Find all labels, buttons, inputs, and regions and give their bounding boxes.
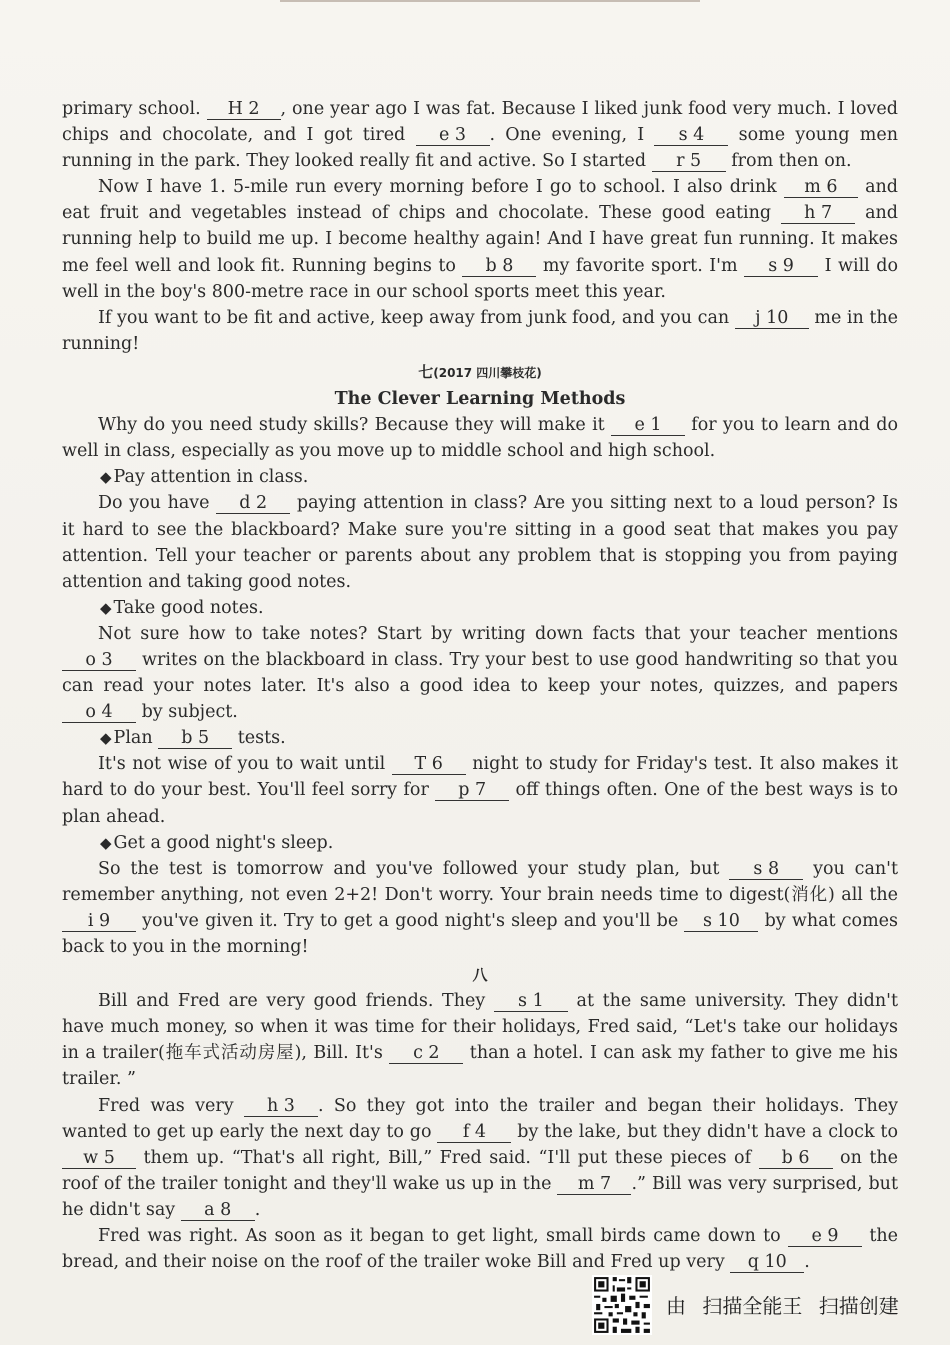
blank-s8-2: c 2	[389, 1043, 463, 1064]
blank-8: b 8	[462, 256, 536, 277]
section-seven-heading: 七(2017 四川攀枝花)	[418, 362, 542, 381]
section-eight-paragraph-2: Fred was very h 3 . So they got into the trailer and began their holidays. They wanted to get up early the next day to go f 4 by the lake, but they didn't have a clock to w 5 them up. “That's all right, Bill,” Fred said. “I'll put these pieces of b 6 on the roof of the trailer tonight and they'll wake us up in the m 7 .” Bill was very surprised, but he didn't say a 8 .	[62, 1095, 898, 1220]
blank-s7-9: i 9	[62, 911, 136, 932]
blank-9: s 9	[744, 256, 818, 277]
bullet-heading-2: ◆ Take good notes.	[100, 597, 264, 618]
blank-s8-8: a 8	[181, 1200, 255, 1221]
section-seven-paragraph-1: Do you have d 2 paying attention in class? Are you sitting next to a loud person? Is it hard to see the blackboard? Make sure you're sitting in a good seat that makes you pay attention. Tell your teacher or parents about any problem that is stopping you from paying attention and taking good notes.	[62, 493, 898, 592]
blank-s8-9: e 9	[788, 1226, 862, 1247]
section-seven-title: The Clever Learning Methods	[334, 389, 626, 410]
blank-7: h 7	[781, 203, 855, 224]
blank-s7-7: p 7	[435, 780, 509, 801]
blank-2: H 2	[207, 99, 281, 120]
blank-s7-2: d 2	[216, 493, 290, 514]
blank-s7-5: b 5	[158, 728, 232, 749]
blank-s7-4: o 4	[62, 702, 136, 723]
diamond-bullet-icon: ◆	[100, 468, 112, 487]
blank-s7-10: s 10	[684, 911, 758, 932]
blank-s7-8: s 8	[729, 859, 803, 880]
blank-s8-10: q 10	[730, 1252, 804, 1273]
passage-a-paragraph-3: If you want to be fit and active, keep away from junk food, and you can j 10 me in the running!	[62, 307, 898, 354]
section-eight-paragraph-1: Bill and Fred are very good friends. They s 1 at the same university. They didn't have much money, so when it was time for their holidays, Fred said, “Let's take our holidays in a trailer(拖车式活动房屋), Bill. It's c 2 than a hotel. I can ask my father to give me his trailer. ”	[62, 991, 898, 1090]
blank-3: e 3	[416, 125, 490, 146]
section-seven-paragraph-3: It's not wise of you to wait until T 6 night to study for Friday's test. It also makes it hard to do your best. You'll feel sorry for p 7 off things often. One of the best ways is to plan ahead.	[62, 754, 898, 827]
section-eight-heading: 八	[472, 966, 488, 985]
section-eight-paragraph-3: Fred was right. As soon as it began to get light, small birds came down to e 9 the bread, and their noise on the roof of the trailer woke Bill and Fred up very q 10 .	[62, 1226, 898, 1273]
bullet-heading-4: ◆ Get a good night's sleep.	[100, 832, 334, 853]
passage-a-paragraph-1: primary school. H 2 , one year ago I was fat. Because I liked junk food very much. I loved chips and chocolate, and I got tired e 3 . One evening, I s 4 some young men running in the park. They looked really fit and active. So I started r 5 from then on.	[62, 99, 898, 172]
blank-5: r 5	[652, 151, 726, 172]
passage-a-paragraph-2: Now I have 1. 5-mile run every morning before I go to school. I also drink m 6 and eat fruit and vegetables instead of chips and chocolate. These good eating h 7 and running help to build me up. I become healthy again! And I have great fun running. It makes me feel well and look fit. Running begins to b 8 my favorite sport. I'm s 9 I will do well in the boy's 800-metre race in our school sports meet this year.	[62, 177, 899, 302]
section-seven-paragraph-2: Not sure how to take notes? Start by writing down facts that your teacher mentions o 3 writes on the blackboard in class. Try your best to use good handwriting so that you can read your notes later. It's also a good idea to keep your notes, quizzes, and papers o 4 by subject.	[62, 623, 898, 723]
blank-s7-1: e 1	[611, 415, 685, 436]
blank-s8-5: w 5	[62, 1148, 136, 1169]
section-seven-intro: Why do you need study skills? Because they will make it e 1 for you to learn and do well in class, especially as you move up to middle school and high school.	[62, 415, 898, 462]
bullet-heading-1: ◆ Pay attention in class.	[100, 467, 309, 488]
scanner-watermark: 由 扫描全能王 扫描创建	[666, 1294, 899, 1318]
blank-s7-6: T 6	[392, 754, 466, 775]
diamond-bullet-icon: ◆	[100, 833, 112, 852]
blank-s8-3: h 3	[244, 1096, 318, 1117]
blank-4: s 4	[654, 125, 728, 146]
blank-s8-7: m 7	[557, 1174, 631, 1195]
blank-s8-4: f 4	[437, 1122, 511, 1143]
bullet-heading-3: ◆ Plan b 5 tests.	[100, 728, 286, 749]
diamond-bullet-icon: ◆	[100, 729, 112, 748]
blank-10: j 10	[735, 308, 809, 329]
qr-code-icon	[592, 1275, 652, 1335]
blank-6: m 6	[784, 177, 858, 198]
diamond-bullet-icon: ◆	[100, 598, 112, 617]
top-edge-line	[280, 0, 700, 2]
section-seven-paragraph-4: So the test is tomorrow and you've followed your study plan, but s 8 you can't remember anything, not even 2+2! Don't worry. Your brain needs time to digest(消化) all the i 9 you've given it. Try to get a good night's sleep and you'll be s 10 by what comes back to you in the morning!	[62, 858, 898, 957]
section-seven-source: (2017 四川攀枝花)	[433, 365, 542, 380]
blank-s7-3: o 3	[62, 650, 136, 671]
blank-s8-6: b 6	[759, 1148, 833, 1169]
blank-s8-1: s 1	[494, 991, 568, 1012]
document-body	[62, 96, 898, 1275]
